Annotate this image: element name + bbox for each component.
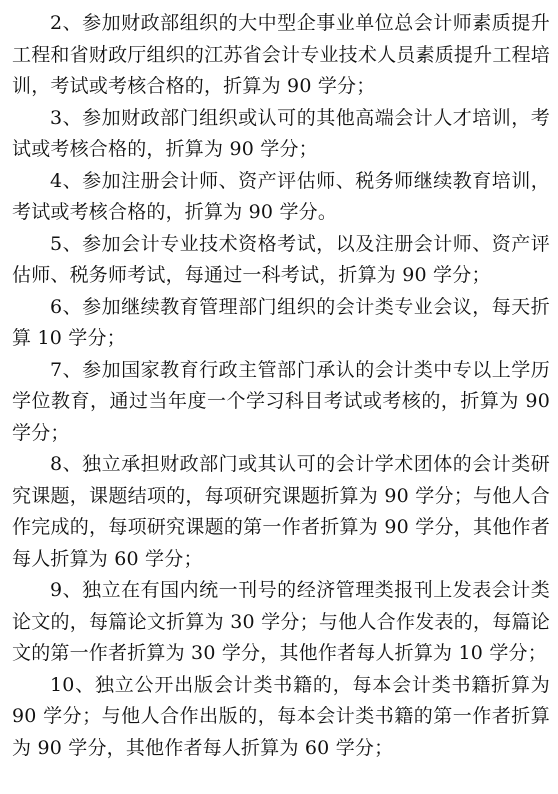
list-item-10: 10、独立公开出版会计类书籍的，每本会计类书籍折算为 90 学分；与他人合作出版的，每本会计类书籍的第一作者折算为 90 学分，其他作者每人折算为 60 学分；	[12, 673, 550, 759]
list-item-3: 3、参加财政部门组织或认可的其他高端会计人才培训，考试或考核合格的，折算为 90 学分；	[12, 106, 550, 160]
list-item-8: 8、独立承担财政部门或其认可的会计学术团体的会计类研究课题，课题结项的，每项研究课题折算为 90 学分；与他人合作完成的，每项研究课题的第一作者折算为 90 学分，其他作者每人折算为 60 学分；	[12, 453, 550, 570]
list-item-9: 9、独立在有国内统一刊号的经济管理类报刊上发表会计类论文的，每篇论文折算为 30 学分；与他人合作发表的，每篇论文的第一作者折算为 30 学分，其他作者每人折算为 10 学分；	[12, 579, 550, 664]
list-item-4: 4、参加注册会计师、资产评估师、税务师继续教育培训，考试或考核合格的，折算为 90 学分。	[12, 169, 550, 223]
list-item-6: 6、参加继续教育管理部门组织的会计类专业会议，每天折算 10 学分；	[12, 295, 550, 349]
list-item-7: 7、参加国家教育行政主管部门承认的会计类中专以上学历学位教育，通过当年度一个学习科目考试或考核的，折算为 90 学分；	[12, 358, 550, 444]
list-item-5: 5、参加会计专业技术资格考试，以及注册会计师、资产评估师、税务师考试，每通过一科考试，折算为 90 学分；	[12, 232, 550, 286]
list-item-2: 2、参加财政部组织的大中型企事业单位总会计师素质提升工程和省财政厅组织的江苏省会计专业技术人员素质提升工程培训，考试或考核合格的，折算为 90 学分；	[12, 12, 550, 97]
